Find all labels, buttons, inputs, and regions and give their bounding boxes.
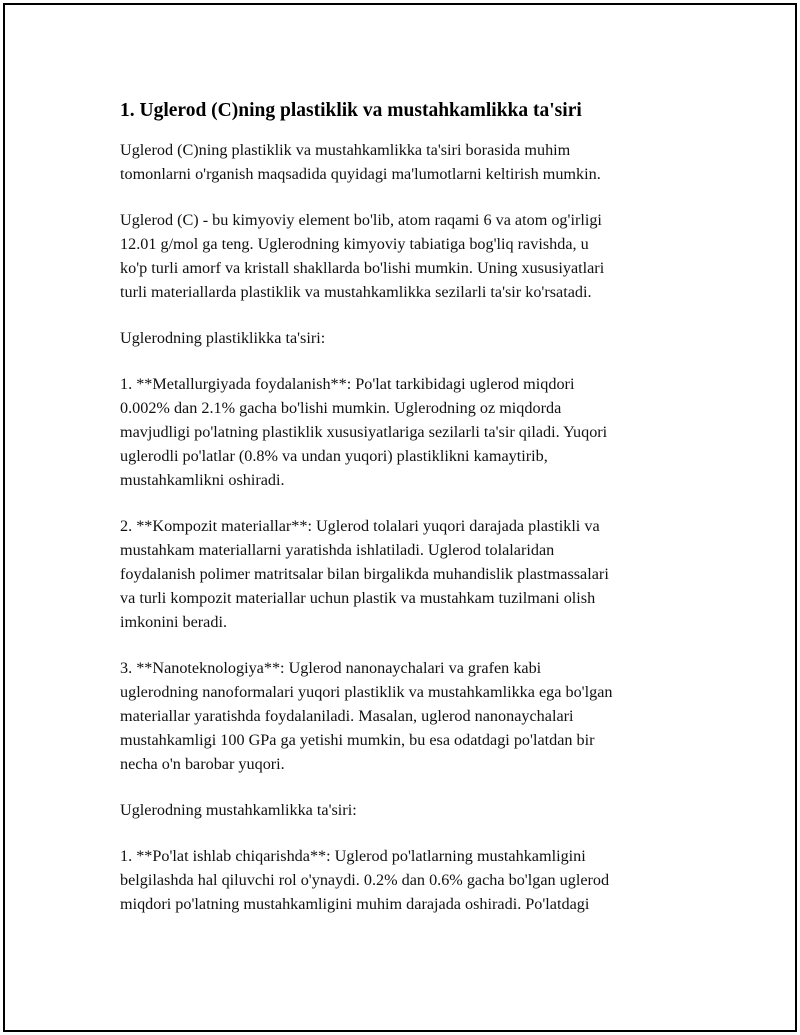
list-item	[120, 372, 700, 492]
text-line: Uglerod (C) - bu kimyoviy element bo'lib, atom raqami 6 va atom og'irligi	[120, 211, 602, 229]
text-line: uglerodli po'latlar (0.8% va undan yuqori) plastiklikni kamaytirib,	[120, 447, 548, 465]
list-item	[120, 514, 700, 634]
text-line: ko'p turli amorf va kristall shakllarda bo'lishi mumkin. Uning xususiyatlari	[120, 259, 605, 277]
text-line: 1. **Po'lat ishlab chiqarishda**: Uglerod po'latlarning mustahkamligini	[120, 847, 586, 865]
text-line: 3. **Nanoteknologiya**: Uglerod nanonaychalari va grafen kabi	[120, 659, 542, 677]
text-line: 2. **Kompozit materiallar**: Uglerod tolalari yuqori darajada plastikli va	[120, 517, 600, 535]
document-page	[3, 3, 797, 1032]
text-line: materiallar yaratishda foydalaniladi. Masalan, uglerod nanonaychalari	[120, 707, 574, 725]
list-item	[120, 844, 700, 916]
text-line: mustahkam materiallarni yaratishda ishlatiladi. Uglerod tolalaridan	[120, 541, 555, 559]
list-item	[120, 656, 700, 776]
paragraph	[120, 138, 700, 186]
text-line: belgilashda hal qiluvchi rol o'ynaydi. 0.2% dan 0.6% gacha bo'lgan uglerod	[120, 871, 610, 889]
text-line: 12.01 g/mol ga teng. Uglerodning kimyoviy tabiatiga bog'liq ravishda, u	[120, 235, 589, 253]
text-line: Uglerodning plastiklikka ta'siri:	[120, 329, 326, 347]
text-line: 1. **Metallurgiyada foydalanish**: Po'lat tarkibidagi uglerod miqdori	[120, 375, 575, 393]
text-line: miqdori po'latning mustahkamligini muhim darajada oshiradi. Po'latdagi	[120, 895, 590, 913]
text-line: va turli kompozit materiallar uchun plastik va mustahkam tuzilmani olish	[120, 589, 596, 607]
text-line: turli materiallarda plastiklik va mustahkamlikka sezilarli ta'sir ko'rsatadi.	[120, 283, 592, 301]
text-line: mavjudligi po'latning plastiklik xususiyatlariga sezilarli ta'sir qiladi. Yuqori	[120, 423, 608, 441]
text-line: imkonini beradi.	[120, 613, 227, 631]
text-line: Uglerodning mustahkamlikka ta'siri:	[120, 801, 357, 819]
document-body	[120, 99, 700, 938]
text-line: mustahkamlikni oshiradi.	[120, 471, 285, 489]
text-line: mustahkamligi 100 GPa ga yetishi mumkin, bu esa odatdagi po'latdan bir	[120, 731, 595, 749]
text-line: foydalanish polimer matritsalar bilan birgalikda muhandislik plastmassalari	[120, 565, 609, 583]
text-line: necha o'n barobar yuqori.	[120, 755, 285, 773]
text-line: 0.002% dan 2.1% gacha bo'lishi mumkin. Uglerodning oz miqdorda	[120, 399, 562, 417]
text-line: Uglerod (C)ning plastiklik va mustahkamlikka ta'siri borasida muhim	[120, 141, 571, 159]
text-line: tomonlarni o'rganish maqsadida quyidagi ma'lumotlarni keltirish mumkin.	[120, 165, 601, 183]
text-line: uglerodning nanoformalari yuqori plastiklik va mustahkamlikka ega bo'lgan	[120, 683, 613, 701]
section-heading	[120, 798, 700, 822]
page-title: 1. Uglerod (C)ning plastiklik va mustahkamlikka ta'siri	[120, 100, 582, 121]
paragraph	[120, 208, 700, 304]
section-heading	[120, 326, 700, 350]
